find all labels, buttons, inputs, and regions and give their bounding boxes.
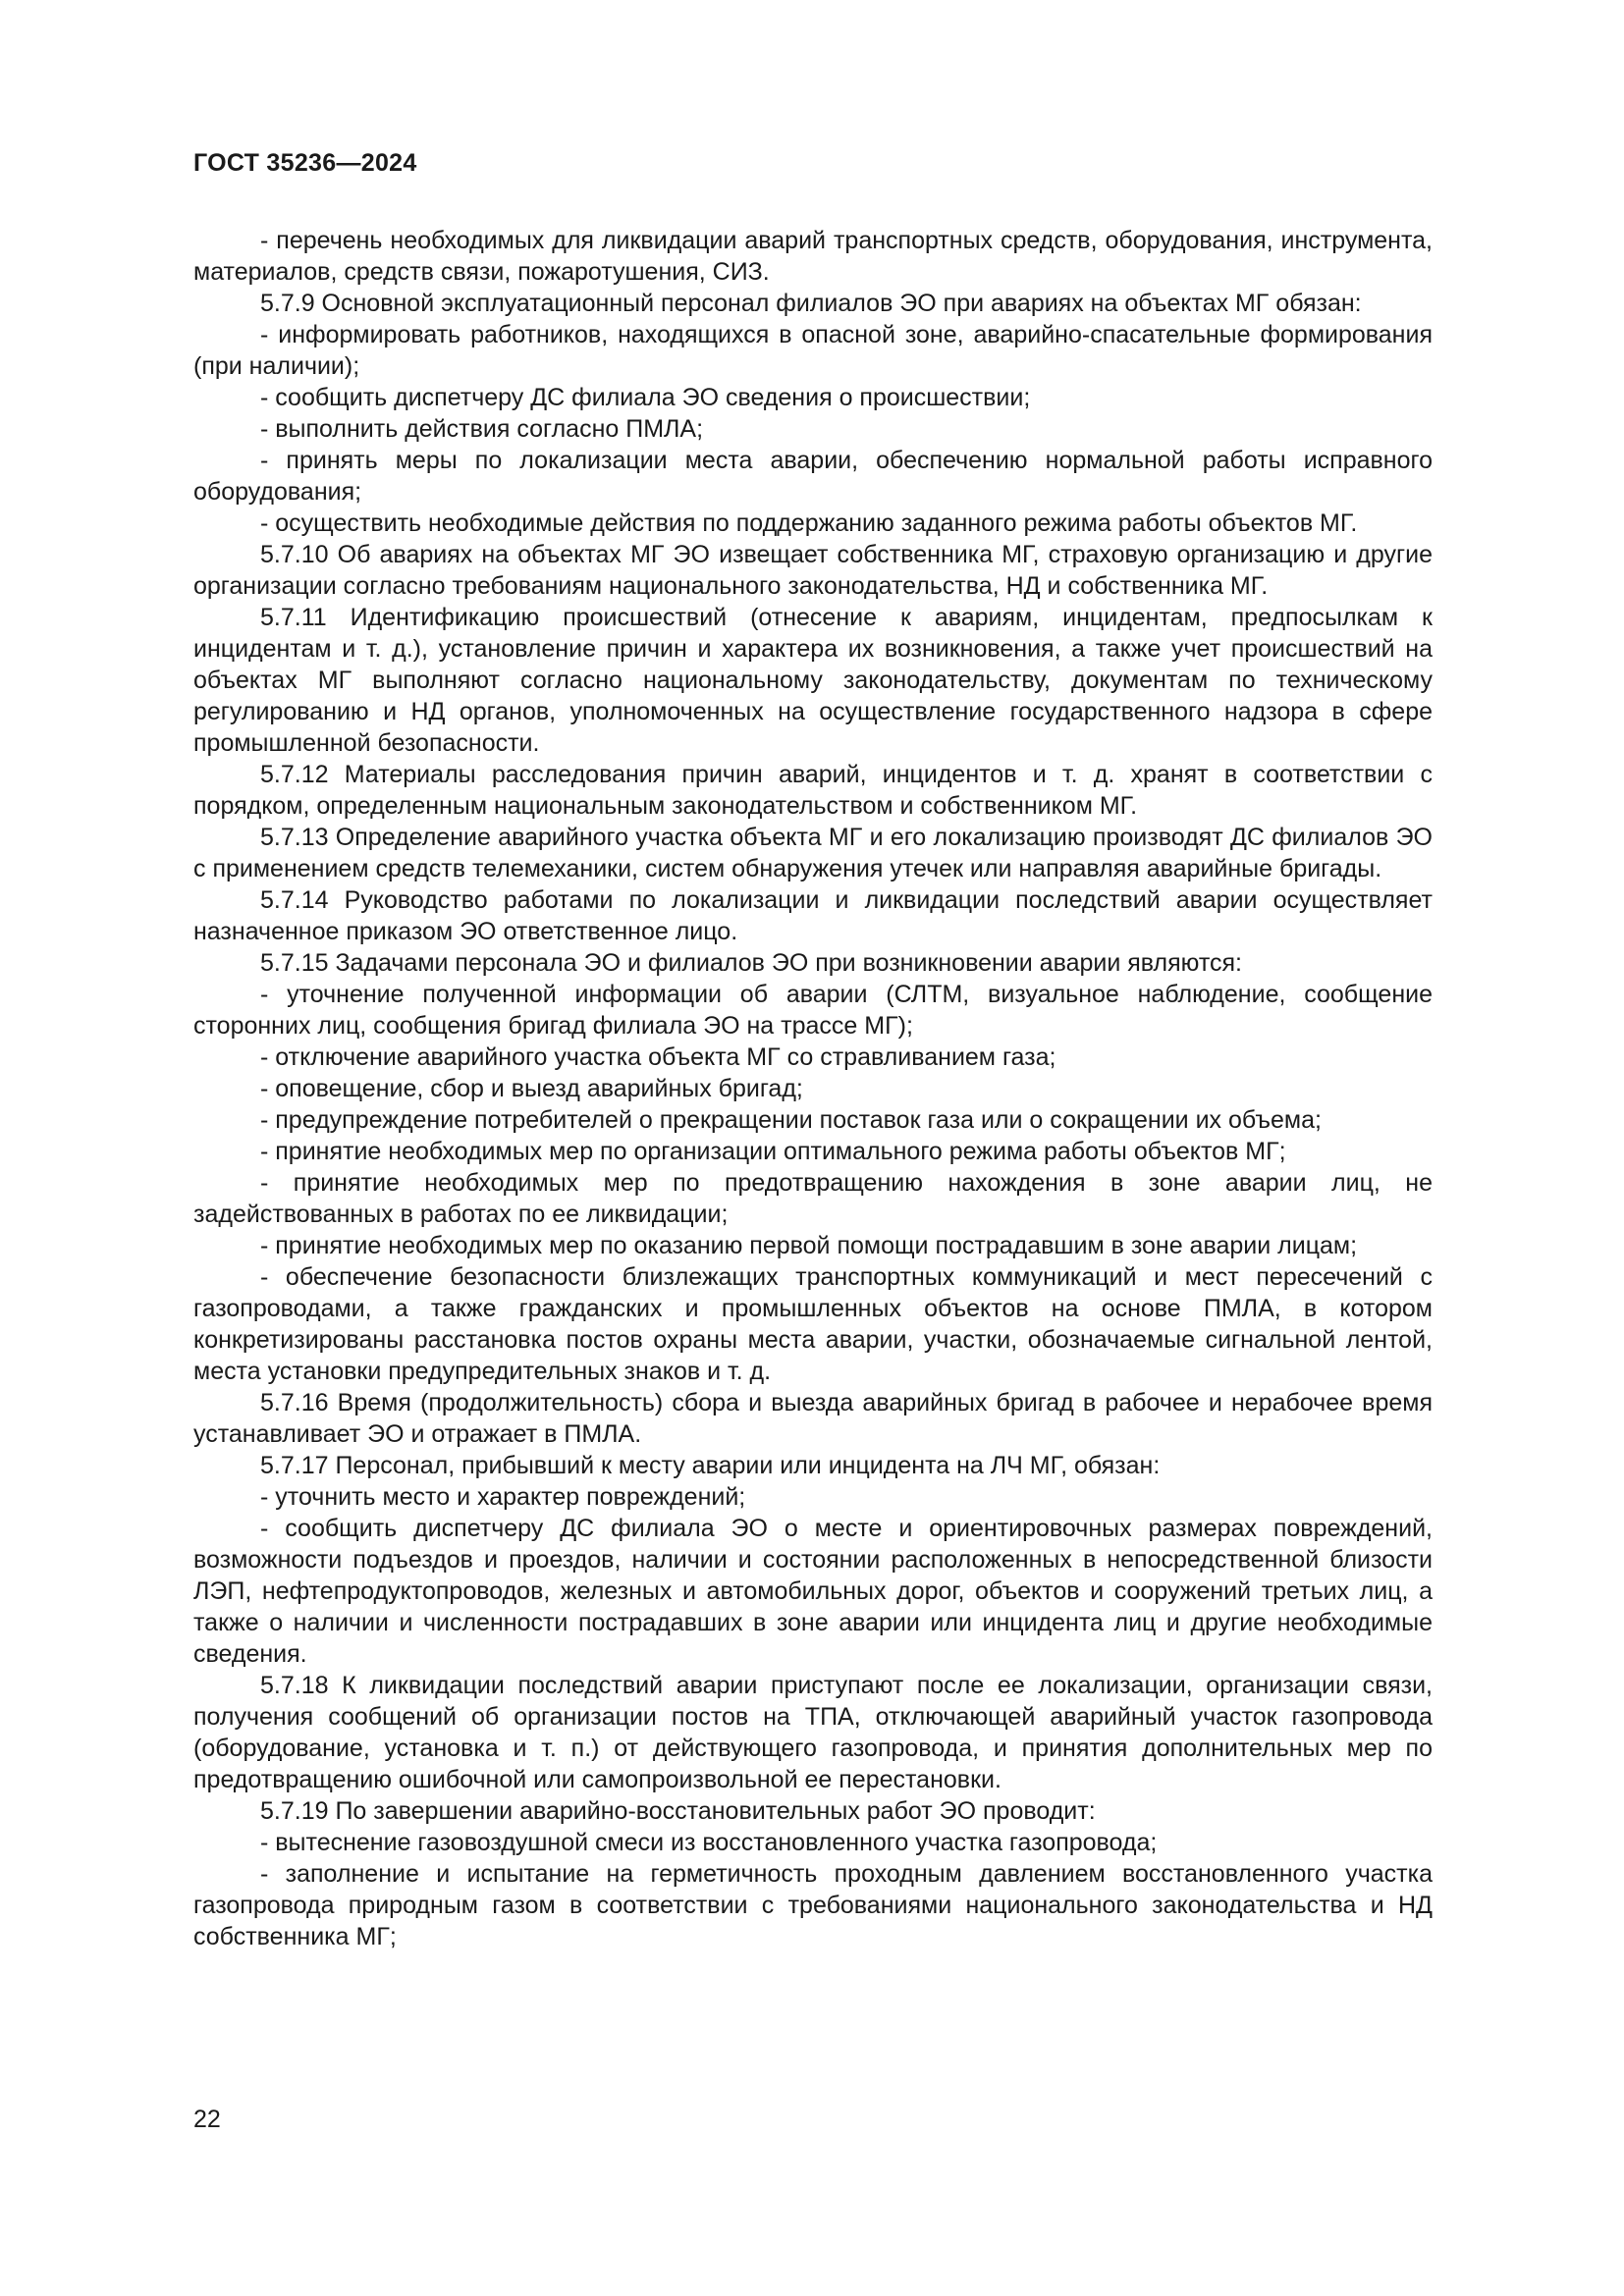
paragraph: - сообщить диспетчеру ДС филиала ЭО сведения о происшествии;: [260, 384, 1031, 411]
paragraph: - информировать работников, находящихся в опасной зоне, аварийно-спасательные формирования (при наличии);: [193, 321, 1433, 380]
paragraph: 5.7.11 Идентификацию происшествий (отнесение к авариям, инцидентам, предпосылкам к инцидентам и т. д.), установление причин и характера их возникновения, а также учет происшествий на объектах МГ выполняют согласно национальному законодательству, документам по техническому регулированию и НД органов, уполномоченных на осуществление государственного надзора в сфере промышленной безопасности.: [193, 604, 1433, 757]
paragraph: - осуществить необходимые действия по поддержанию заданного режима работы объектов МГ.: [260, 509, 1358, 537]
paragraph: - уточнение полученной информации об аварии (СЛТМ, визуальное наблюдение, сообщение сторонних лиц, сообщения бригад филиала ЭО на трассе МГ);: [193, 981, 1433, 1040]
paragraph: - выполнить действия согласно ПМЛА;: [260, 415, 704, 443]
paragraph: 5.7.16 Время (продолжительность) сбора и выезда аварийных бригад в рабочее и нерабочее время устанавливает ЭО и отражает в ПМЛА.: [193, 1389, 1433, 1448]
paragraph: 5.7.14 Руководство работами по локализации и ликвидации последствий аварии осуществляет назначенное приказом ЭО ответственное лицо.: [193, 886, 1433, 945]
paragraph: 5.7.18 К ликвидации последствий аварии приступают после ее локализации, организации связи, получения сообщений об организации постов на ТПА, отключающей аварийный участок газопровода (оборудование, установка и т. п.) от действующего газопровода, и принятия дополнительных мер по предотвращению ошибочной или самопроизвольной ее перестановки.: [193, 1672, 1433, 1793]
paragraph: 5.7.15 Задачами персонала ЭО и филиалов ЭО при возникновении аварии являются:: [260, 949, 1242, 977]
paragraph: 5.7.17 Персонал, прибывший к месту аварии или инцидента на ЛЧ МГ, обязан:: [260, 1452, 1161, 1479]
paragraph: - обеспечение безопасности близлежащих транспортных коммуникаций и мест пересечений с газопроводами, а также гражданских и промышленных объектов на основе ПМЛА, в котором конкретизированы расстановка постов охраны места аварии, участки, обозначаемые сигнальной лентой, места установки предупредительных знаков и т. д.: [193, 1263, 1433, 1385]
paragraph: - предупреждение потребителей о прекращении поставок газа или о сокращении их объема;: [260, 1106, 1322, 1134]
paragraph: - вытеснение газовоздушной смеси из восстановленного участка газопровода;: [260, 1829, 1158, 1856]
paragraph: - перечень необходимых для ликвидации аварий транспортных средств, оборудования, инструмента, материалов, средств связи, пожаротушения, СИЗ.: [193, 227, 1433, 286]
paragraph: - заполнение и испытание на герметичность проходным давлением восстановленного участка газопровода природным газом в соответствии с требованиями национального законодательства и НД собственника МГ;: [193, 1860, 1433, 1950]
paragraph: 5.7.12 Материалы расследования причин аварий, инцидентов и т. д. хранят в соответствии с порядком, определенным национальным законодательством и собственником МГ.: [193, 761, 1433, 820]
paragraph: - сообщить диспетчеру ДС филиала ЭО о месте и ориентировочных размерах повреждений, возможности подъездов и проездов, наличии и состоянии расположенных в непосредственной близости ЛЭП, нефтепродуктопроводов, железных и автомобильных дорог, объектов и сооружений третьих лиц, а также о наличии и численности пострадавших в зоне аварии или инцидента лиц и другие необходимые сведения.: [193, 1515, 1433, 1668]
paragraph: 5.7.9 Основной эксплуатационный персонал филиалов ЭО при авариях на объектах МГ обязан:: [260, 290, 1362, 317]
document-header: ГОСТ 35236—2024: [193, 149, 417, 177]
page-number: 22: [193, 2106, 221, 2133]
paragraph: 5.7.19 По завершении аварийно-восстановительных работ ЭО проводит:: [260, 1797, 1096, 1825]
paragraph: - принятие необходимых мер по оказанию первой помощи пострадавшим в зоне аварии лицам;: [260, 1232, 1358, 1259]
paragraph: 5.7.10 Об авариях на объектах МГ ЭО извещает собственника МГ, страховую организацию и другие организации согласно требованиям национального законодательства, НД и собственника МГ.: [193, 541, 1433, 600]
paragraph: - принятие необходимых мер по предотвращению нахождения в зоне аварии лиц, не задействованных в работах по ее ликвидации;: [193, 1169, 1433, 1228]
paragraph: - отключение аварийного участка объекта МГ со стравливанием газа;: [260, 1043, 1056, 1071]
paragraph: - оповещение, сбор и выезд аварийных бригад;: [260, 1075, 803, 1102]
paragraph: 5.7.13 Определение аварийного участка объекта МГ и его локализацию производят ДС филиалов ЭО с применением средств телемеханики, систем обнаружения утечек или направляя аварийные бригады.: [193, 824, 1433, 882]
document-body: [193, 225, 1433, 1952]
paragraph: - принять меры по локализации места аварии, обеспечению нормальной работы исправного оборудования;: [193, 447, 1433, 506]
paragraph: - уточнить место и характер повреждений;: [260, 1483, 746, 1511]
paragraph: - принятие необходимых мер по организации оптимального режима работы объектов МГ;: [260, 1138, 1286, 1165]
